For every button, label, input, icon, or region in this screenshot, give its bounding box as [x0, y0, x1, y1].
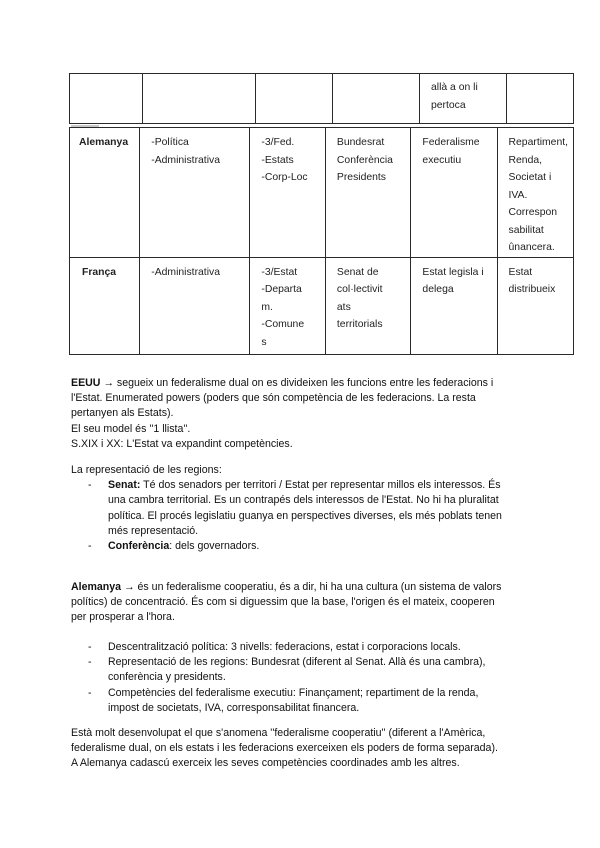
term-label: Conferència	[108, 540, 170, 553]
table-row-alemanya	[70, 128, 574, 258]
paragraph-line: Està molt desenvolupat el que s'anomena ''federalisme cooperatiu'' (diferent a l'Amèrica,	[71, 727, 486, 739]
text-span: impost de societats, IVA, corresponsabilitat financera.	[108, 701, 360, 714]
cell-line: -3/Fed.	[261, 137, 295, 148]
bullet-list	[71, 478, 541, 554]
list-item	[71, 478, 541, 539]
cell-line: sabilitat	[508, 224, 544, 236]
bullet-list	[71, 640, 551, 716]
paragraph-line: A Alemanya cadascú exerceix les seves competències coordinades amb les altres.	[71, 757, 460, 770]
term-label: Senat:	[108, 479, 141, 492]
cell-line: -3/Estat	[261, 266, 298, 278]
regions-section	[71, 463, 541, 554]
text-span: Representació de les regions: Bundesrat (diferent al Senat. Allà és una cambra),	[108, 656, 486, 669]
list-item	[71, 655, 551, 685]
cell-line: Renda,	[508, 154, 543, 166]
eeuu-section	[71, 376, 541, 452]
table-cell	[411, 128, 497, 258]
cell-line: -Estats	[261, 154, 294, 166]
table-cell	[140, 257, 250, 354]
paragraph-line: pertanyen als Estats).	[71, 407, 174, 420]
bullet-dash: -	[88, 656, 92, 669]
table-fragment-top	[69, 73, 574, 124]
table-cell	[250, 128, 326, 258]
text-span: → segueix un federalisme dual on es divideixen les funcions entre les federacions i	[100, 377, 494, 389]
cell-line: -Administrativa	[151, 154, 220, 166]
text-span: : dels governadors.	[169, 540, 260, 553]
cell-line: Correspon	[508, 207, 558, 218]
cell-line: m.	[261, 301, 273, 313]
cell-line: ûnancera.	[508, 242, 555, 253]
paragraph-line	[71, 376, 541, 391]
cell-text: allà a on li pertoca	[431, 82, 478, 111]
cell-line: Estat	[508, 266, 533, 278]
cell-line: Bundesrat	[336, 137, 385, 148]
list-item	[71, 539, 541, 554]
country-cell: Alemanya	[70, 128, 140, 258]
cell-line: Societat i	[508, 172, 552, 183]
cell-line: delega	[422, 284, 454, 295]
cell-line: Senat de	[336, 266, 379, 278]
text-span: política. El procés legislatiu guanya en perspectives diverses, els més poblats tenen	[108, 509, 502, 522]
text-span: conferència y presidents.	[108, 671, 226, 684]
list-item	[71, 686, 551, 716]
text-span: → és un federalisme cooperatiu, és a dir, hi ha una cultura (un sistema de valors	[121, 581, 502, 593]
table-row-franca	[70, 257, 574, 354]
cell-line: executiu	[422, 154, 462, 166]
text-span: Té dos senadors per territori / Estat per representar millos els interessos. És	[140, 479, 501, 492]
bullet-dash: -	[88, 479, 92, 492]
alemanya-bullets	[71, 640, 551, 716]
text-span: més representació.	[108, 524, 199, 537]
table-cell	[143, 74, 256, 124]
country-cell: França	[70, 257, 140, 354]
paragraph-line: per prosperar a l'hora.	[71, 611, 175, 624]
bullet-dash: -	[88, 641, 92, 653]
table-row	[70, 74, 574, 124]
alemanya-section	[71, 580, 551, 626]
paragraph-line: El seu model és ''1 llista''.	[71, 422, 191, 435]
table-cell	[250, 257, 326, 354]
paragraph-line: La representació de les regions:	[71, 464, 222, 476]
cell-line: -Administrativa	[151, 266, 220, 278]
paragraph-line: federalisme dual, on els estats i les federacions exerceixen els poders de forma separada).	[71, 742, 498, 755]
bullet-dash: -	[88, 686, 92, 699]
cell-line: -Corp-Loc	[261, 172, 308, 183]
cell-line: Estat legisla i	[422, 266, 484, 278]
cell-line: -Política	[151, 137, 189, 148]
text-span: Descentralització política: 3 nivells: federacions, estat i corporacions locals.	[108, 641, 461, 653]
cell-line: Federalisme	[422, 137, 480, 148]
paragraph-line	[71, 580, 551, 595]
paragraph-line: polítics) de concentració. És com si diguessim que la base, l'origen és el mateix, cooperen	[71, 596, 495, 609]
section-heading: EEUU	[71, 377, 101, 389]
cell-line: Presidents	[336, 172, 386, 183]
text-span: una cambra territorial. Es un contrapés dels interessos de l'Estat. No hi ha pluralitat	[108, 494, 499, 507]
cell-line: territorials	[336, 319, 383, 330]
cell-line: Conferència	[336, 154, 393, 166]
cell-line: -Departa	[261, 284, 302, 295]
cell-line: ats	[336, 301, 351, 313]
table-cell	[411, 257, 497, 354]
text-span: Competències del federalisme executiu: Finançament; repartiment de la renda,	[108, 686, 479, 699]
table-cell	[507, 74, 574, 124]
cell-line: -Comune	[261, 319, 305, 330]
cell-line: col·lectivit	[336, 284, 383, 295]
cell-line: distribueix	[508, 284, 556, 295]
bullet-dash: -	[88, 540, 92, 553]
table-cell	[333, 74, 420, 124]
table-cell	[325, 257, 411, 354]
list-item	[71, 640, 551, 655]
cell-line: s	[261, 336, 267, 348]
closing-paragraph	[71, 726, 561, 772]
table-cell	[497, 257, 573, 354]
table-cell	[140, 128, 250, 258]
table-cell	[497, 128, 573, 258]
section-heading: Alemanya	[71, 581, 122, 593]
comparison-table	[69, 127, 574, 355]
table-cell	[70, 74, 143, 124]
cell-line: Repartiment,	[508, 137, 568, 148]
table-cell	[420, 74, 507, 124]
paragraph-line: S.XIX i XX: L'Estat va expandint competències.	[71, 437, 293, 450]
table-cell	[325, 128, 411, 258]
table-cell	[256, 74, 333, 124]
cell-line: IVA.	[508, 189, 528, 201]
paragraph-line: l'Estat. Enumerated powers (poders que són competència de les federacions. La resta	[71, 392, 476, 405]
